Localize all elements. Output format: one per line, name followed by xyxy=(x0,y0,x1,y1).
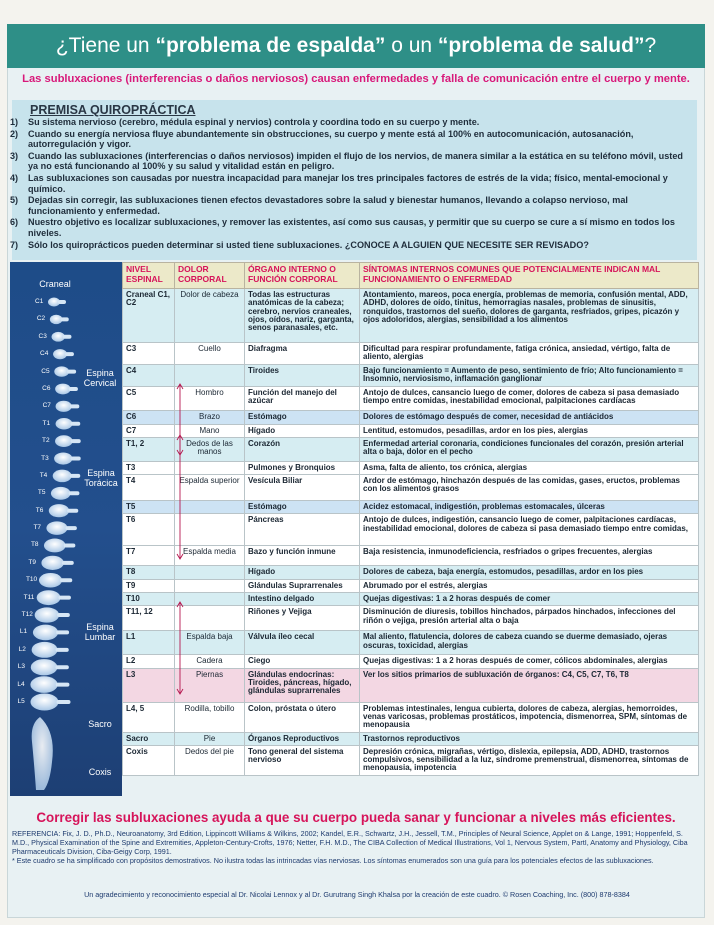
vertebra-t2 xyxy=(55,435,73,447)
sintomas-cell: Antojo de dulces, cansancio luego de comer, dolores de cabeza si pasa demasiado tiempo entre comidas, inestabilidad emocional, palpitaciones cardíacas xyxy=(360,386,699,410)
dolor-cell: Dedos de las manos xyxy=(175,437,245,461)
vertebra-label: C7 xyxy=(42,402,51,410)
header-dolor: DOLOR CORPORAL xyxy=(175,263,245,289)
vertebra-l5 xyxy=(30,694,58,711)
page-title: ¿Tiene un “problema de espalda” o un “problema de salud”? xyxy=(7,24,705,68)
nivel-cell: C3 xyxy=(123,343,175,365)
vertebra-label: T5 xyxy=(37,489,46,497)
vertebra-t3 xyxy=(54,452,72,464)
vertebra-c6 xyxy=(55,384,70,395)
vertebra-process xyxy=(62,561,74,565)
vertebra-t11 xyxy=(37,590,61,605)
vertebra-label: T12 xyxy=(21,611,33,619)
sintomas-cell: Antojo de dulces, indigestión, cansancio luego de comer, palpitaciones cardíacas, inestabilidad emocional, dolores de cabeza si pasa demasiado tiempo entre comidas, xyxy=(360,514,699,546)
nivel-cell: T9 xyxy=(123,579,175,592)
organo-cell: Tono general del sistema nervioso xyxy=(245,745,360,775)
sintomas-cell: Ardor de estómago, hinchazón después de las comidas, gases, eructos, problemas con los alimentos grasos xyxy=(360,475,699,501)
vertebra-label: L2 xyxy=(18,645,26,653)
vertebra-process xyxy=(65,526,76,530)
vertebra-l3 xyxy=(31,659,58,675)
premisa-item: 2) Cuando su energía nerviosa fluye abundantemente sin obstrucciones, su cuerpo y mente está al 100% en autocomunicación, autosanación, autorregulación y vigor. xyxy=(10,128,634,150)
subtitle: Las subluxaciones (interferencias o daños nerviosos) causan enfermedades y falla de comunicación entre el cuerpo y mente. xyxy=(22,73,690,85)
vertebra-t9 xyxy=(41,556,63,570)
vertebra-label: L3 xyxy=(17,663,25,671)
dolor-cell: Brazo xyxy=(175,410,245,424)
vertebra-process xyxy=(58,596,70,600)
footer-slogan: Corregir las subluxaciones ayuda a que su cuerpo pueda sanar y funcionar a niveles más eficientes. xyxy=(36,810,676,825)
sintomas-cell: Mal aliento, flatulencia, dolores de cabeza cuando se duerme demasiado, ojeras oscuras, toxicidad, alergias xyxy=(360,631,699,655)
vertebra-c5 xyxy=(54,366,69,376)
vertebra-label: C6 xyxy=(42,384,51,392)
vertebra-t7 xyxy=(46,521,67,535)
vertebra-process xyxy=(70,404,80,408)
organo-cell: Tiroides xyxy=(245,365,360,387)
nivel-cell: Craneal C1, C2 xyxy=(123,289,175,343)
premisa-item: 3) Cuando las subluxaciones (interferencias o daños nerviosos) impiden el flujo de los nervios, de manera similar a la estática en su teléfono móvil, usted ya no está funcionando al 100% y su salud y vitalidad están en peligro. xyxy=(10,150,683,172)
label-coxis: Coxis xyxy=(88,767,112,777)
label-cervical: Espina Cervical xyxy=(83,368,117,388)
sintomas-cell: Dolores de estómago después de comer, necesidad de antiácidos xyxy=(360,410,699,424)
vertebra-l2 xyxy=(32,642,58,658)
nivel-cell: Coxis xyxy=(123,745,175,775)
nivel-cell: L2 xyxy=(123,655,175,668)
vertebra-process xyxy=(64,543,76,547)
vertebra-label: T7 xyxy=(33,524,42,532)
vertebra-label: T1 xyxy=(42,419,51,427)
nivel-cell: C6 xyxy=(123,410,175,424)
organo-cell: Órganos Reproductivos xyxy=(245,732,360,745)
dolor-cell: Hombro xyxy=(175,386,245,410)
vertebra-label: L4 xyxy=(17,680,25,688)
vertebra-label: T6 xyxy=(35,506,44,514)
premisa-item: 6) Nuestro objetivo es localizar subluxaciones, y remover las existentes, así como sus causas, y permitir que su cuerpo se cure a sí mismo en todos los niveles. xyxy=(10,217,675,238)
organo-cell: Corazón xyxy=(245,437,360,461)
header-nivel: NIVEL ESPINAL xyxy=(123,263,175,289)
sintomas-cell: Lentitud, estomudos, pesadillas, ardor en los pies, alergias xyxy=(360,424,699,437)
organo-cell: Bazo y función inmune xyxy=(245,546,360,566)
header-sintomas: SÍNTOMAS INTERNOS COMUNES QUE POTENCIALMENTE INDICAN MAL FUNCIONAMIENTO O ENFERMEDAD xyxy=(360,263,699,289)
premisa-title: PREMISA QUIROPRÁCTICA xyxy=(30,103,196,117)
vertebra-process xyxy=(56,700,70,704)
sintomas-cell: Asma, falta de aliento, tos crónica, alergias xyxy=(360,461,699,474)
vertebra-process xyxy=(63,335,72,339)
vertebra-t10 xyxy=(39,573,62,588)
label-craneal: Craneal xyxy=(39,279,71,289)
sintomas-cell: Atontamiento, mareos, poca energía, problemas de memoria, confusión mental, ADD, ADHD, dolores de oído, tinitus, hemorragias nasales, problemas de sinusitis, ronquidos, trastornos del sueño, dolores de garganta, resfriados, gripes, picazón y ojos adoloridos, alergias, sensibilidad a los alimentos xyxy=(360,289,699,343)
organo-cell: Intestino delgado xyxy=(245,593,360,606)
nivel-cell: T5 xyxy=(123,501,175,514)
references xyxy=(12,829,702,865)
vertebra-t12 xyxy=(35,607,60,622)
organo-cell: Diafragma xyxy=(245,343,360,365)
vertebra-label: C4 xyxy=(40,350,49,358)
nivel-cell: T8 xyxy=(123,566,175,579)
vertebra-c4 xyxy=(53,349,67,359)
sintomas-cell: Ver los sitios primarios de subluxación de órganos: C4, C5, C7, T6, T8 xyxy=(360,668,699,702)
sintomas-cell: Trastornos reproductivos xyxy=(360,732,699,745)
vertebra-t5 xyxy=(51,487,71,500)
vertebra-label: T11 xyxy=(23,593,35,601)
vertebra-label: T10 xyxy=(25,576,38,584)
pain-arrow xyxy=(177,435,183,559)
label-sacro: Sacro xyxy=(88,719,112,729)
organo-cell: Colon, próstata o útero xyxy=(245,702,360,732)
organo-cell: Glándulas Suprarrenales xyxy=(245,579,360,592)
nivel-cell: T6 xyxy=(123,514,175,546)
vertebra-process xyxy=(70,457,80,461)
reference-text: REFERENCIA: Fix, J. D., Ph.D., Neuroanatomy, 3rd Edition, Lippincott Williams & Wilkins, 2002; Kandel, E.R., Schwartz, J.H., Jessell, T.M., Principles of Neural Science, Applet on & Lange, 1991; Hoppenfeld, S. M.D., Physical Examination of the Spine and Extremities, Appleton-Century-Crofts, 1976; Netter, F.H. M.D., The CIBA Collection of Medical Illustrations, Vol 1, Nervous System, PartI, Anatomy and Physiology, Ciba Pharmaceuticals Division, Ciba-Geigy Corp, 1991. xyxy=(12,829,688,857)
nivel-cell: T4 xyxy=(123,475,175,501)
organo-cell: Válvula íleo cecal xyxy=(245,631,360,655)
nivel-cell: T11, 12 xyxy=(123,606,175,631)
sintomas-cell: Acidez estomacal, indigestión, problemas estomacales, úlceras xyxy=(360,501,699,514)
organo-cell: Función del manejo del azúcar xyxy=(245,386,360,410)
vertebra-label: T2 xyxy=(42,437,50,445)
organo-cell: Estómago xyxy=(245,410,360,424)
vertebra-process xyxy=(65,352,74,356)
label-toracica: Espina Torácica xyxy=(84,468,118,488)
nivel-cell: T10 xyxy=(123,593,175,606)
vertebra-process xyxy=(70,422,80,426)
sintomas-cell: Baja resistencia, inmunodeficiencia, resfriados o gripes frecuentes, alergias xyxy=(360,546,699,566)
spine-illustration xyxy=(10,262,122,796)
organo-cell: Páncreas xyxy=(245,514,360,546)
nivel-cell: T3 xyxy=(123,461,175,474)
nivel-cell: C4 xyxy=(123,365,175,387)
premisa-item: 4) Las subluxaciones son causadas por nuestra incapacidad para manejar los tres principales factores de estrés de la vida; físico, mental-emocional y químico. xyxy=(10,172,668,194)
nivel-cell: L1 xyxy=(123,631,175,655)
pain-arrow xyxy=(177,602,183,694)
premisa-item: 5) Dejadas sin corregir, las subluxaciones tienen efectos devastadores sobre la salud y bienestar humanos, llevando a colapso nervioso, mal funcionamiento y enfermedad. xyxy=(10,195,628,216)
dolor-cell: Pie xyxy=(175,732,245,745)
vertebra-process xyxy=(60,578,72,582)
vertebra-label: T8 xyxy=(30,541,39,549)
nivel-cell: T7 xyxy=(123,546,175,566)
sintomas-cell: Quejas digestivas: 1 a 2 horas después de comer xyxy=(360,593,699,606)
premisa-item: 1) Su sistema nervioso (cerebro, médula espinal y nervios) controla y coordina todo en su cuerpo y mente. xyxy=(10,117,480,127)
sintomas-cell: Bajo funcionamiento = Aumento de peso, sentimiento de frío; Alto funcionamiento = Insomnio, nerviosismo, inflamación ganglionar xyxy=(360,365,699,387)
dolor-cell: Espalda baja xyxy=(175,631,245,655)
vertebra-t4 xyxy=(53,470,72,482)
sintomas-cell: Quejas digestivas: 1 a 2 horas después de comer, cólicos abdominales, alergias xyxy=(360,655,699,668)
vertebra-process xyxy=(56,683,70,687)
organo-cell: Pulmones y Bronquios xyxy=(245,461,360,474)
vertebra-process xyxy=(70,474,81,478)
organo-cell: Hígado xyxy=(245,424,360,437)
organo-cell: Riñones y Vejiga xyxy=(245,606,360,631)
nivel-cell: Sacro xyxy=(123,732,175,745)
sintomas-cell: Disminución de diuresis, tobillos hinchados, párpados hinchados, infecciones del riñón o vejiga, presión arterial alta o baja xyxy=(360,606,699,631)
vertebra-process xyxy=(57,613,70,617)
disclaimer-note: * Este cuadro se ha simplificado con propósitos demostrativos. No ilustra todas las intrincadas vías nerviosas. Los síntomas enumerados son una guía para los potenciales efectos de las subluxaciones. xyxy=(12,856,654,866)
vertebra-c7 xyxy=(56,401,72,412)
organo-cell: Hígado xyxy=(245,566,360,579)
vertebra-process xyxy=(56,648,69,652)
vertebra-label: L5 xyxy=(17,698,25,705)
acknowledgement: Un agradecimiento y reconocimiento especial al Dr. Nicolai Lennox y al Dr. Gurutrang Singh Khalsa por la creación de este cuadro. © Rosen Coaching, Inc. (800) 878-8384 xyxy=(84,890,630,899)
vertebra-label: C5 xyxy=(41,367,50,375)
vertebra-label: T4 xyxy=(39,471,48,479)
dolor-cell: Dedos del pie xyxy=(175,745,245,775)
organo-cell: Estómago xyxy=(245,501,360,514)
organo-cell: Todas las estructuras anatómicas de la cabeza; cerebro, nervios craneales, ojos, oídos, nariz, garganta, senos paranasales, etc. xyxy=(245,289,360,343)
dolor-cell: Espalda superior xyxy=(175,475,245,501)
vertebra-label: C1 xyxy=(35,298,44,305)
vertebra-process xyxy=(55,665,68,669)
sintomas-cell: Dificultad para respirar profundamente, fatiga crónica, ansiedad, vértigo, falta de aliento, alergias xyxy=(360,343,699,365)
vertebra-label: T9 xyxy=(28,558,36,566)
dolor-cell: Piernas xyxy=(175,668,245,702)
vertebra-process xyxy=(58,300,66,304)
dolor-cell: Mano xyxy=(175,424,245,437)
vertebra-t8 xyxy=(44,539,66,553)
dolor-cell: Espalda media xyxy=(175,546,245,566)
vertebra-label: C2 xyxy=(36,315,46,323)
vertebra-label: L1 xyxy=(19,628,28,636)
dolor-cell: Rodilla, tobillo xyxy=(175,702,245,732)
header-organo: ÓRGANO INTERNO O FUNCIÓN CORPORAL xyxy=(245,263,360,289)
vertebra-process xyxy=(67,370,76,374)
nivel-cell: C7 xyxy=(123,424,175,437)
vertebra-process xyxy=(71,439,81,443)
sintomas-cell: Dolores de cabeza, baja energía, estomudos, pesadillas, ardor en los pies xyxy=(360,566,699,579)
sintomas-cell: Abrumado por el estrés, alergias xyxy=(360,579,699,592)
premisa-item: 7) Sólo los quiroprácticos pueden determinar si usted tiene subluxaciones. ¿CONOCE A ALGUIEN QUE NECESITE SER REVISADO? xyxy=(10,239,589,250)
vertebra-t6 xyxy=(49,504,69,517)
vertebra-process xyxy=(56,630,69,634)
vertebra-c3 xyxy=(52,332,65,342)
nivel-cell: L3 xyxy=(123,668,175,702)
vertebra-process xyxy=(69,387,78,391)
pain-range-arrows xyxy=(174,262,244,796)
sintomas-cell: Enfermedad arterial coronaria, condiciones funcionales del corazón, presión arterial alta o baja, dolor en el pecho xyxy=(360,437,699,461)
vertebra-l4 xyxy=(30,676,57,693)
label-lumbar: Espina Lumbar xyxy=(84,622,116,642)
premisa-list xyxy=(10,117,695,251)
nivel-cell: T1, 2 xyxy=(123,437,175,461)
vertebra-label: C3 xyxy=(38,332,47,340)
vertebra-process xyxy=(69,491,80,495)
vertebra-process xyxy=(67,509,78,513)
organo-cell: Ciego xyxy=(245,655,360,668)
sintomas-cell: Problemas intestinales, lengua cubierta, dolores de cabeza, alergias, hemorroides, venas varicosas, problemas prostáticos, impotencia, dismenorrea, SPM, síntomas de menopausia xyxy=(360,702,699,732)
dolor-cell: Cadera xyxy=(175,655,245,668)
vertebra-process xyxy=(61,317,69,321)
spine-drawing xyxy=(10,262,122,796)
dolor-cell: Cuello xyxy=(175,343,245,365)
vertebra-label: T3 xyxy=(41,454,49,462)
organo-cell: Glándulas endocrinas: Tiroides, páncreas, hígado, glándulas suprarrenales xyxy=(245,668,360,702)
organo-cell: Vesícula Biliar xyxy=(245,475,360,501)
vertebra-t1 xyxy=(56,418,73,429)
dolor-cell: Dolor de cabeza xyxy=(175,289,245,343)
nivel-cell: C5 xyxy=(123,386,175,410)
sintomas-cell: Depresión crónica, migrañas, vértigo, dislexia, epilepsia, ADD, ADHD, trastornos compulsivos, sensibilidad a la luz, síndrome premenstrual, dismenorrea, síntomas de menopausia, impotencia xyxy=(360,745,699,775)
nivel-cell: L4, 5 xyxy=(123,702,175,732)
vertebra-l1 xyxy=(33,625,58,641)
